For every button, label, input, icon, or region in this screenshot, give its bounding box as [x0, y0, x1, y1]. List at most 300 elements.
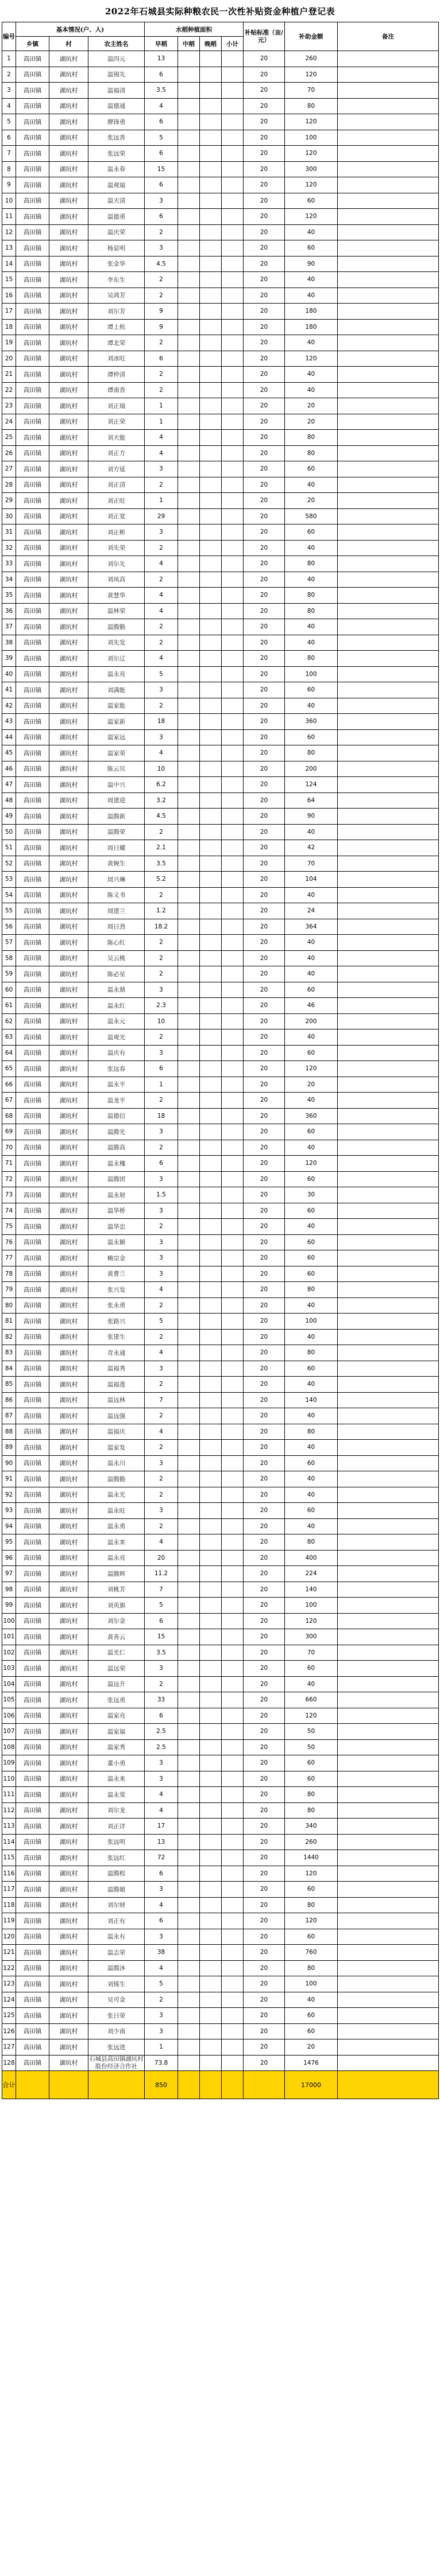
row-middle — [178, 1471, 200, 1487]
row-remark — [338, 272, 439, 288]
row-middle — [178, 508, 200, 524]
row-early: 1 — [145, 414, 178, 430]
row-early: 4 — [145, 445, 178, 461]
table-row — [2, 1676, 439, 1692]
row-farmer: 温远荣 — [88, 1661, 145, 1677]
row-middle — [178, 224, 200, 240]
row-village: 湖坑村 — [49, 1739, 88, 1755]
row-standard: 20 — [244, 1093, 285, 1109]
row-standard: 20 — [244, 209, 285, 225]
row-farmer: 温家福 — [88, 1724, 145, 1740]
row-township: 高田镇 — [16, 224, 49, 240]
table-row — [2, 1913, 439, 1929]
row-subtotal — [222, 51, 244, 67]
row-subtotal — [222, 224, 244, 240]
row-amount: 24 — [285, 903, 338, 919]
table-row — [2, 603, 439, 619]
table-row — [2, 1661, 439, 1677]
row-middle — [178, 146, 200, 162]
row-middle — [178, 1487, 200, 1503]
row-township: 高田镇 — [16, 240, 49, 257]
row-subtotal — [222, 1708, 244, 1724]
row-late — [200, 1534, 222, 1551]
row-late — [200, 698, 222, 714]
row-early: 1 — [145, 493, 178, 509]
row-middle — [178, 950, 200, 966]
row-early: 4 — [145, 1282, 178, 1298]
row-farmer: 刘尔龙 — [88, 1802, 145, 1819]
row-farmer: 刘先发 — [88, 635, 145, 651]
row-remark — [338, 414, 439, 430]
row-early: 2.1 — [145, 840, 178, 856]
row-late — [200, 1314, 222, 1330]
row-township: 高田镇 — [16, 872, 49, 888]
row-subtotal — [222, 524, 244, 541]
table-row — [2, 287, 439, 304]
row-remark — [338, 1550, 439, 1566]
row-standard: 20 — [244, 430, 285, 446]
row-late — [200, 209, 222, 225]
row-late — [200, 588, 222, 604]
row-farmer: 周日劲 — [88, 919, 145, 935]
row-township: 高田镇 — [16, 1234, 49, 1250]
row-village: 湖坑村 — [49, 1945, 88, 1961]
row-late — [200, 2055, 222, 2071]
row-remark — [338, 651, 439, 667]
row-amount: 40 — [285, 1297, 338, 1314]
table-row — [2, 1566, 439, 1582]
table-row — [2, 1976, 439, 1992]
row-township: 高田镇 — [16, 209, 49, 225]
row-village: 湖坑村 — [49, 256, 88, 272]
row-standard: 20 — [244, 966, 285, 982]
row-middle — [178, 272, 200, 288]
row-early: 15 — [145, 1629, 178, 1645]
row-remark — [338, 1771, 439, 1787]
row-remark — [338, 382, 439, 398]
row-remark — [338, 304, 439, 320]
row-subtotal — [222, 1518, 244, 1534]
row-amount: 104 — [285, 872, 338, 888]
row-amount: 660 — [285, 1692, 338, 1708]
row-late — [200, 887, 222, 903]
row-farmer: 张远香 — [88, 130, 145, 146]
row-township: 高田镇 — [16, 1503, 49, 1519]
row-early: 3 — [145, 524, 178, 541]
row-standard: 20 — [244, 256, 285, 272]
row-amount: 120 — [285, 67, 338, 83]
row-village: 湖坑村 — [49, 1077, 88, 1093]
table-row — [2, 792, 439, 809]
row-village: 湖坑村 — [49, 1518, 88, 1534]
table-row — [2, 524, 439, 541]
row-late — [200, 430, 222, 446]
row-early: 7 — [145, 1582, 178, 1598]
row-late — [200, 1661, 222, 1677]
row-subtotal — [222, 588, 244, 604]
row-subtotal — [222, 193, 244, 209]
row-farmer: 温腾勤 — [88, 1471, 145, 1487]
row-subtotal — [222, 98, 244, 114]
row-village: 湖坑村 — [49, 1534, 88, 1551]
row-late — [200, 114, 222, 130]
row-farmer: 温华忠 — [88, 1219, 145, 1235]
row-middle — [178, 1234, 200, 1250]
row-middle — [178, 1992, 200, 2008]
row-middle — [178, 287, 200, 304]
row-township: 高田镇 — [16, 856, 49, 872]
row-township: 高田镇 — [16, 919, 49, 935]
table-row — [2, 1787, 439, 1803]
row-middle — [178, 161, 200, 177]
header-amount: 补助金额 — [285, 22, 338, 51]
row-farmer: 温腾荣 — [88, 824, 145, 840]
row-village: 湖坑村 — [49, 319, 88, 335]
row-township: 高田镇 — [16, 1440, 49, 1456]
row-village: 湖坑村 — [49, 1787, 88, 1803]
row-standard: 20 — [244, 872, 285, 888]
row-early: 9 — [145, 319, 178, 335]
table-row — [2, 919, 439, 935]
row-standard: 20 — [244, 1187, 285, 1203]
row-remark — [338, 224, 439, 240]
row-standard: 20 — [244, 2008, 285, 2024]
row-amount: 360 — [285, 1108, 338, 1124]
table-row — [2, 1645, 439, 1661]
row-remark — [338, 777, 439, 793]
row-remark — [338, 445, 439, 461]
row-village: 湖坑村 — [49, 114, 88, 130]
row-farmer: 刘少南 — [88, 2023, 145, 2039]
table-row — [2, 1329, 439, 1345]
row-standard: 20 — [244, 1739, 285, 1755]
row-early: 18 — [145, 1108, 178, 1124]
row-middle — [178, 840, 200, 856]
row-standard: 20 — [244, 1897, 285, 1913]
row-late — [200, 1093, 222, 1109]
row-village: 湖坑村 — [49, 1771, 88, 1787]
row-late — [200, 398, 222, 414]
row-township: 高田镇 — [16, 1455, 49, 1471]
table-row — [2, 1487, 439, 1503]
total-early: 850 — [145, 2071, 178, 2099]
row-amount: 40 — [285, 1377, 338, 1393]
row-village: 湖坑村 — [49, 619, 88, 635]
row-amount: 60 — [285, 1882, 338, 1898]
table-row — [2, 461, 439, 477]
row-remark — [338, 1171, 439, 1187]
row-amount: 120 — [285, 1708, 338, 1724]
row-no: 37 — [2, 619, 16, 635]
header-late: 晚稻 — [200, 37, 222, 51]
row-farmer: 刘英旗 — [88, 1598, 145, 1614]
row-farmer: 刘天能 — [88, 430, 145, 446]
row-township: 高田镇 — [16, 1219, 49, 1235]
row-village: 湖坑村 — [49, 792, 88, 809]
row-standard: 20 — [244, 1661, 285, 1677]
row-no: 41 — [2, 682, 16, 698]
row-village: 湖坑村 — [49, 304, 88, 320]
row-standard: 20 — [244, 1550, 285, 1566]
row-township: 高田镇 — [16, 1250, 49, 1266]
row-subtotal — [222, 161, 244, 177]
row-remark — [338, 430, 439, 446]
row-standard: 20 — [244, 1724, 285, 1740]
row-remark — [338, 1676, 439, 1692]
row-no: 31 — [2, 524, 16, 541]
row-subtotal — [222, 1440, 244, 1456]
row-amount: 60 — [285, 1455, 338, 1471]
row-village: 湖坑村 — [49, 1676, 88, 1692]
row-late — [200, 729, 222, 745]
row-standard: 20 — [244, 1566, 285, 1582]
row-no: 19 — [2, 335, 16, 351]
row-middle — [178, 414, 200, 430]
row-standard: 20 — [244, 998, 285, 1014]
row-township: 高田镇 — [16, 1424, 49, 1440]
row-late — [200, 1613, 222, 1629]
row-subtotal — [222, 1377, 244, 1393]
row-village: 湖坑村 — [49, 903, 88, 919]
row-subtotal — [222, 1850, 244, 1866]
row-early: 2 — [145, 272, 178, 288]
row-middle — [178, 603, 200, 619]
row-early: 2 — [145, 287, 178, 304]
row-early: 5 — [145, 130, 178, 146]
row-no: 14 — [2, 256, 16, 272]
row-village: 湖坑村 — [49, 367, 88, 383]
row-middle — [178, 1692, 200, 1708]
row-subtotal — [222, 824, 244, 840]
row-township: 高田镇 — [16, 1739, 49, 1755]
row-farmer: 周日耀 — [88, 840, 145, 856]
row-farmer: 刘正详 — [88, 1819, 145, 1835]
table-row — [2, 1377, 439, 1393]
row-farmer: 张远红 — [88, 1850, 145, 1866]
row-village: 湖坑村 — [49, 761, 88, 777]
row-subtotal — [222, 1771, 244, 1787]
row-standard: 20 — [244, 761, 285, 777]
row-amount: 80 — [285, 1897, 338, 1913]
table-row — [2, 1802, 439, 1819]
row-middle — [178, 824, 200, 840]
table-row — [2, 414, 439, 430]
total-cell — [338, 2071, 439, 2099]
row-village: 湖坑村 — [49, 840, 88, 856]
row-remark — [338, 287, 439, 304]
row-remark — [338, 1140, 439, 1156]
row-subtotal — [222, 1913, 244, 1929]
row-village: 湖坑村 — [49, 1392, 88, 1408]
row-early: 3.2 — [145, 792, 178, 809]
row-amount: 40 — [285, 572, 338, 588]
row-remark — [338, 856, 439, 872]
row-township: 高田镇 — [16, 1187, 49, 1203]
row-remark — [338, 1093, 439, 1109]
row-late — [200, 414, 222, 430]
row-village: 湖坑村 — [49, 382, 88, 398]
row-remark — [338, 1282, 439, 1298]
row-late — [200, 1487, 222, 1503]
row-late — [200, 1771, 222, 1787]
row-remark — [338, 1566, 439, 1582]
row-early: 6 — [145, 1913, 178, 1929]
row-village: 湖坑村 — [49, 1361, 88, 1377]
row-township: 高田镇 — [16, 1582, 49, 1598]
row-subtotal — [222, 1077, 244, 1093]
row-late — [200, 1960, 222, 1976]
row-middle — [178, 51, 200, 67]
row-township: 高田镇 — [16, 351, 49, 367]
table-row — [2, 1314, 439, 1330]
row-early: 2.5 — [145, 1739, 178, 1755]
row-early: 4 — [145, 1787, 178, 1803]
row-subtotal — [222, 1282, 244, 1298]
row-standard: 20 — [244, 304, 285, 320]
row-standard: 20 — [244, 524, 285, 541]
row-farmer: 温福秀 — [88, 1361, 145, 1377]
row-farmer: 温庆荣 — [88, 224, 145, 240]
row-standard: 20 — [244, 1929, 285, 1945]
row-township: 高田镇 — [16, 1629, 49, 1645]
row-late — [200, 1455, 222, 1471]
row-no: 15 — [2, 272, 16, 288]
row-subtotal — [222, 809, 244, 825]
row-early: 7 — [145, 1392, 178, 1408]
table-row — [2, 1866, 439, 1882]
row-remark — [338, 2008, 439, 2024]
row-farmer: 温天清 — [88, 193, 145, 209]
row-no: 36 — [2, 603, 16, 619]
row-township: 高田镇 — [16, 382, 49, 398]
row-no: 87 — [2, 1408, 16, 1424]
row-remark — [338, 792, 439, 809]
row-early: 3.5 — [145, 1645, 178, 1661]
row-no: 103 — [2, 1661, 16, 1677]
row-farmer: 温腾光 — [88, 1124, 145, 1140]
row-early: 3 — [145, 1250, 178, 1266]
row-early: 3.5 — [145, 856, 178, 872]
row-township: 高田镇 — [16, 1392, 49, 1408]
row-township: 高田镇 — [16, 1882, 49, 1898]
row-township: 高田镇 — [16, 966, 49, 982]
row-middle — [178, 1582, 200, 1598]
row-middle — [178, 982, 200, 998]
row-late — [200, 335, 222, 351]
table-row — [2, 1771, 439, 1787]
row-standard: 20 — [244, 367, 285, 383]
row-village: 湖坑村 — [49, 729, 88, 745]
row-village: 湖坑村 — [49, 1755, 88, 1771]
row-late — [200, 367, 222, 383]
row-subtotal — [222, 982, 244, 998]
row-amount: 40 — [285, 966, 338, 982]
row-no: 65 — [2, 1061, 16, 1077]
row-amount: 140 — [285, 1392, 338, 1408]
row-early: 3.5 — [145, 83, 178, 99]
row-farmer: 刘正清 — [88, 477, 145, 493]
row-village: 湖坑村 — [49, 98, 88, 114]
row-amount: 80 — [285, 1282, 338, 1298]
row-standard: 20 — [244, 588, 285, 604]
row-late — [200, 1518, 222, 1534]
table-row — [2, 1282, 439, 1298]
row-remark — [338, 1471, 439, 1487]
row-middle — [178, 114, 200, 130]
row-standard: 20 — [244, 1440, 285, 1456]
row-township: 高田镇 — [16, 1676, 49, 1692]
row-no: 67 — [2, 1093, 16, 1109]
row-village: 湖坑村 — [49, 777, 88, 793]
row-township: 高田镇 — [16, 1913, 49, 1929]
row-no: 110 — [2, 1771, 16, 1787]
row-no: 32 — [2, 540, 16, 556]
row-early: 6 — [145, 114, 178, 130]
row-amount: 60 — [285, 1661, 338, 1677]
row-amount: 20 — [285, 414, 338, 430]
row-late — [200, 193, 222, 209]
row-late — [200, 1424, 222, 1440]
row-middle — [178, 1171, 200, 1187]
row-farmer: 温永颖 — [88, 1234, 145, 1250]
row-township: 高田镇 — [16, 1156, 49, 1172]
row-village: 湖坑村 — [49, 698, 88, 714]
row-early: 4 — [145, 1345, 178, 1361]
row-township: 高田镇 — [16, 777, 49, 793]
row-standard: 20 — [244, 1061, 285, 1077]
row-remark — [338, 67, 439, 83]
table-row — [2, 1598, 439, 1614]
row-farmer: 温永川 — [88, 1455, 145, 1471]
total-amount: 17000 — [285, 2071, 338, 2099]
row-middle — [178, 1203, 200, 1219]
row-remark — [338, 1187, 439, 1203]
row-farmer: 赖宗金 — [88, 1250, 145, 1266]
row-late — [200, 146, 222, 162]
row-subtotal — [222, 745, 244, 761]
row-village: 湖坑村 — [49, 1108, 88, 1124]
row-subtotal — [222, 872, 244, 888]
row-amount: 100 — [285, 130, 338, 146]
row-remark — [338, 98, 439, 114]
row-township: 高田镇 — [16, 572, 49, 588]
row-no: 52 — [2, 856, 16, 872]
row-no: 7 — [2, 146, 16, 162]
row-no: 113 — [2, 1819, 16, 1835]
row-standard: 20 — [244, 792, 285, 809]
row-early: 6 — [145, 1613, 178, 1629]
row-township: 高田镇 — [16, 1566, 49, 1582]
table-row — [2, 1361, 439, 1377]
table-row — [2, 714, 439, 730]
row-early: 2 — [145, 367, 178, 383]
row-village: 湖坑村 — [49, 1345, 88, 1361]
row-middle — [178, 335, 200, 351]
row-late — [200, 840, 222, 856]
row-standard: 20 — [244, 1219, 285, 1235]
row-late — [200, 635, 222, 651]
row-remark — [338, 1598, 439, 1614]
row-standard: 20 — [244, 287, 285, 304]
row-remark — [338, 635, 439, 651]
row-middle — [178, 666, 200, 682]
row-subtotal — [222, 1266, 244, 1282]
row-farmer: 李东生 — [88, 272, 145, 288]
row-late — [200, 745, 222, 761]
row-farmer: 温永来 — [88, 1771, 145, 1787]
row-standard: 20 — [244, 1171, 285, 1187]
row-early: 73.8 — [145, 2055, 178, 2071]
